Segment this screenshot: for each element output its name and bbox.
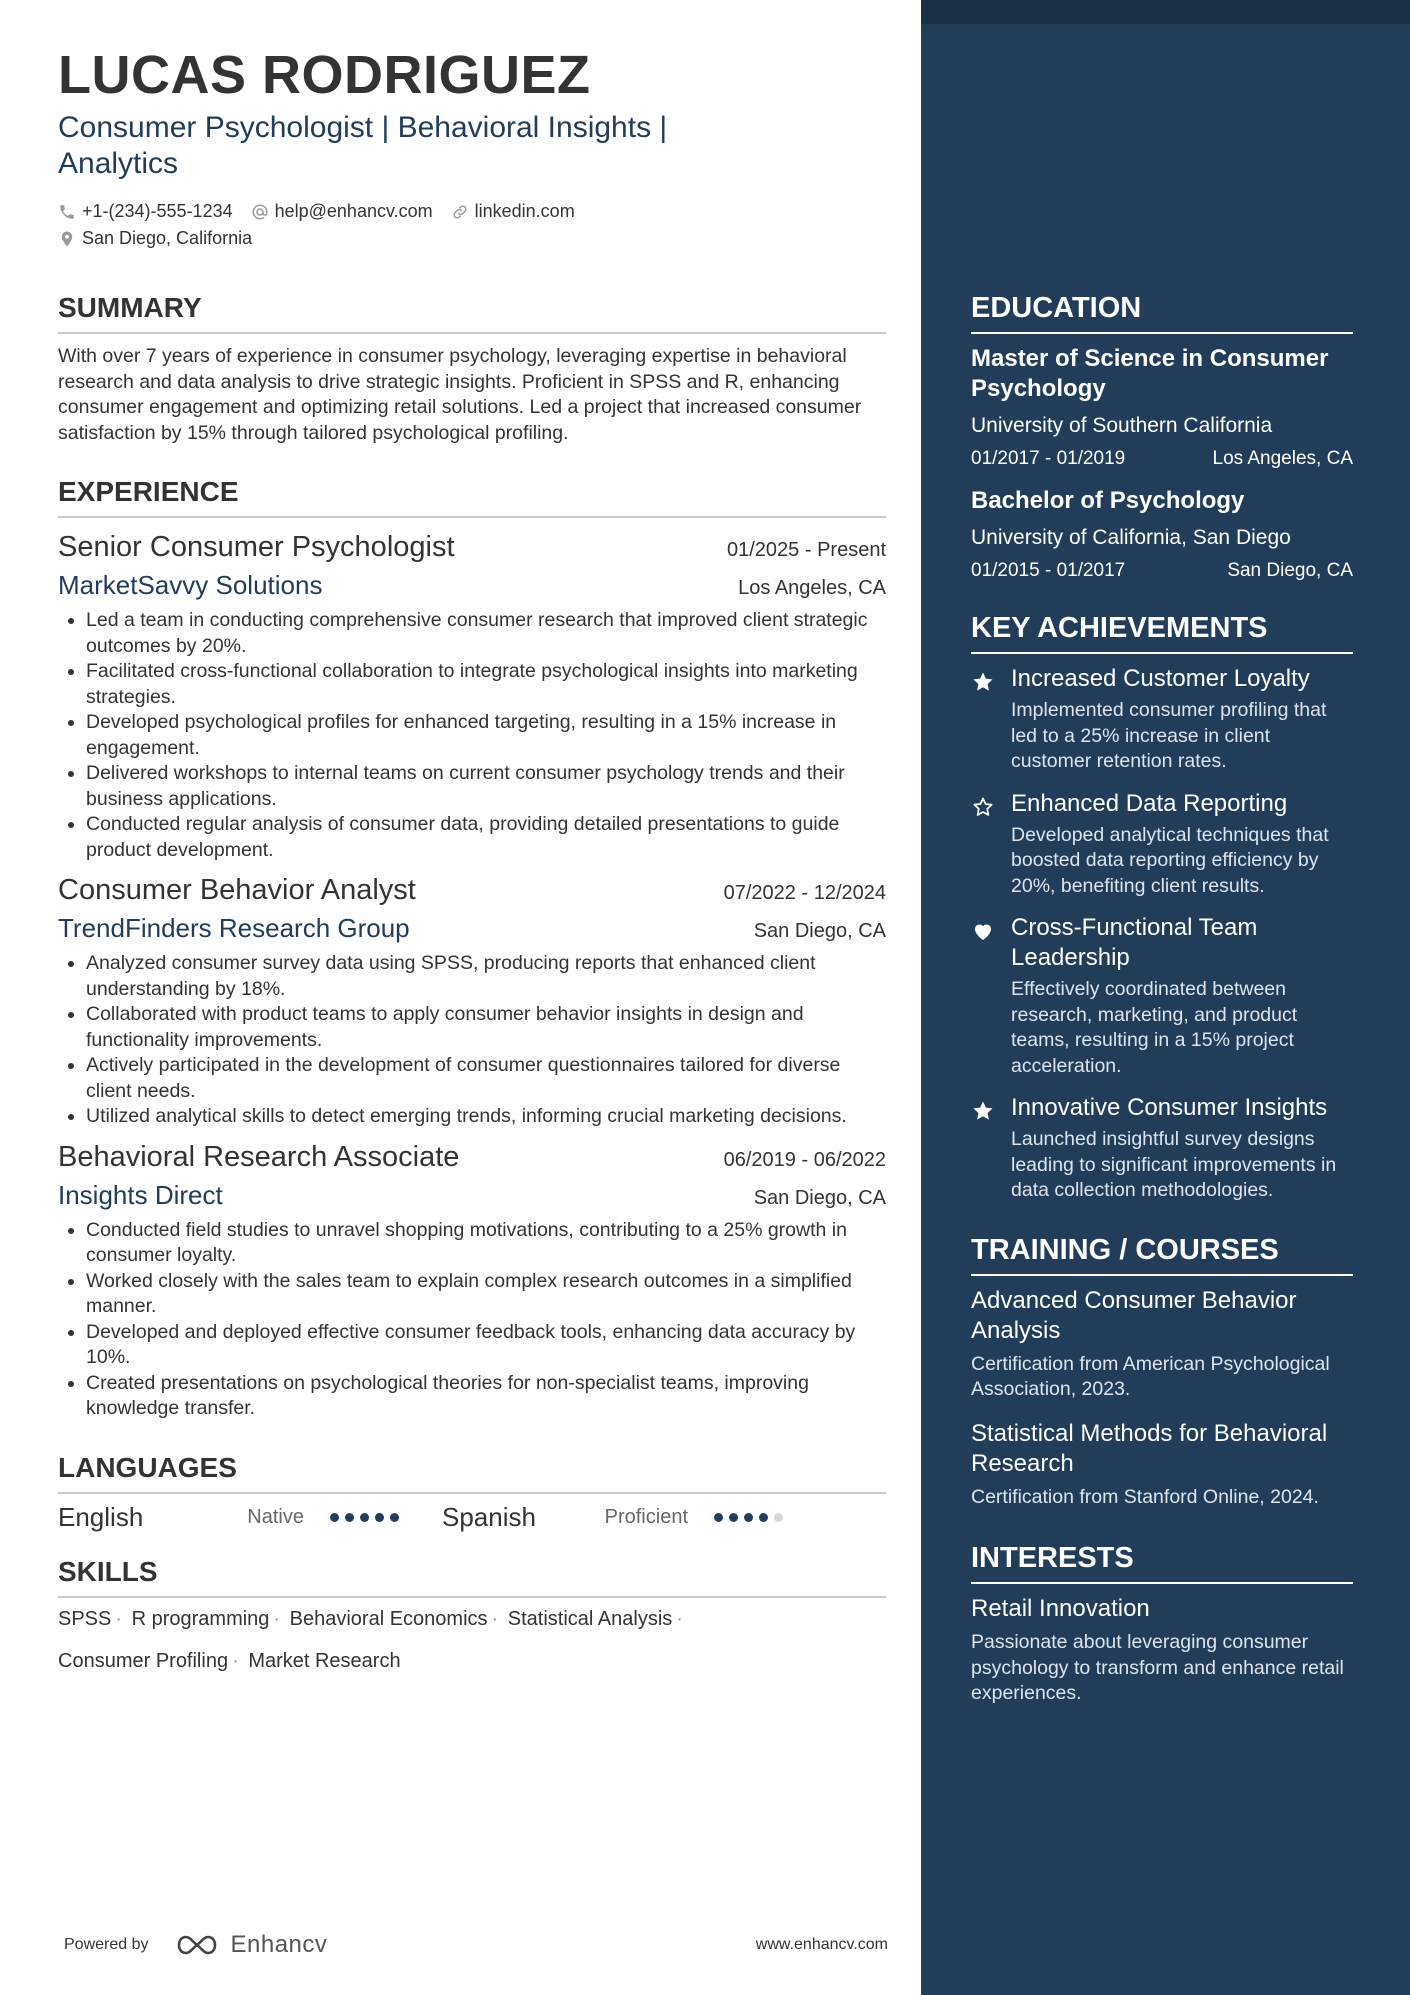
education-entry: [971, 486, 1353, 582]
star-outline-icon: [971, 795, 995, 819]
interest-desc: Passionate about leveraging consumer psychology to transform and enhance retail experiences.: [971, 1631, 1344, 1704]
achievement-title: Increased Customer Loyalty: [1011, 665, 1310, 692]
rating-dot-filled: [390, 1513, 399, 1522]
contact-email[interactable]: [251, 201, 433, 222]
list-item: • Actively participated in the development of consumer questionnaires tailored for diverse client needs.: [86, 1053, 886, 1104]
job-role: Consumer Behavior Analyst: [58, 874, 416, 906]
job-entry: [58, 1138, 886, 1422]
achievement-title: Cross-Functional Team Leadership: [1011, 914, 1258, 971]
sidebar-top-band: [921, 0, 1410, 24]
language-rating: [330, 1513, 408, 1522]
summary-section: [58, 290, 886, 446]
achievement-desc: Implemented consumer profiling that led to a 25% increase in client customer retention rates.: [1011, 699, 1327, 772]
job-company: MarketSavvy Solutions: [58, 570, 323, 600]
education-heading: EDUCATION: [971, 292, 1142, 324]
edu-degree: Master of Science in Consumer Psychology: [971, 345, 1329, 402]
location-text: San Diego, California: [82, 228, 253, 248]
list-item: • Worked closely with the sales team to explain complex research outcomes in a simplified manner.: [86, 1269, 886, 1320]
rating-dot-filled: [759, 1513, 768, 1522]
footer-url[interactable]: www.enhancv.com: [755, 1936, 888, 1953]
edu-degree: Bachelor of Psychology: [971, 487, 1245, 514]
section-divider: [971, 1274, 1353, 1276]
language-name: Spanish: [442, 1502, 536, 1532]
skills-section: [58, 1554, 886, 1682]
star-filled-icon: [971, 1099, 995, 1123]
course-title: Statistical Methods for Behavioral Research: [971, 1419, 1328, 1477]
experience-section: [58, 474, 886, 1422]
list-item: • Developed psychological profiles for enhanced targeting, resulting in a 15% increase in engagement.: [86, 710, 886, 761]
job-dates: 06/2019 - 06/2022: [723, 1148, 886, 1171]
achievements-section: [971, 610, 1353, 1204]
summary-text: With over 7 years of experience in consumer psychology, leveraging expertise in behavioral research and data analysis to drive strategic insights. Proficient in SPSS and R, enhancing consumer engagement and optimizing retail solutions. Led a project that increased consumer satisfaction by 15% through tailored psychological profiling.: [58, 345, 862, 444]
edu-location: San Diego, CA: [1227, 560, 1353, 581]
list-item: • Led a team in conducting comprehensive consumer research that improved client strategic outcomes by 20%.: [86, 608, 886, 659]
achievement-desc: Effectively coordinated between research, marketing, and product teams, resulting in a 15% project acceleration.: [1011, 978, 1298, 1077]
edu-dates: 01/2015 - 01/2017: [971, 560, 1126, 581]
contact-info: [58, 198, 886, 252]
list-item: • Created presentations on psychological theories for non-specialist teams, improving knowledge transfer.: [86, 1371, 886, 1422]
heart-icon: [971, 919, 995, 943]
main-column: [58, 40, 886, 1682]
language-level: Proficient: [604, 1506, 688, 1528]
phone-text: +1-(234)-555-1234: [82, 201, 233, 221]
section-divider: [971, 1582, 1353, 1584]
rating-dot-empty: [774, 1513, 783, 1522]
skills-heading: SKILLS: [58, 1555, 158, 1587]
section-divider: [58, 1492, 886, 1494]
rating-dot-filled: [360, 1513, 369, 1522]
list-item: • Developed and deployed effective consumer feedback tools, enhancing data accuracy by 10%.: [86, 1320, 886, 1371]
job-bullets: [58, 951, 886, 1130]
skill-tag: SPSS: [58, 1607, 112, 1630]
candidate-name: LUCAS RODRIGUEZ: [58, 45, 591, 105]
interests-section: [971, 1540, 1353, 1707]
edu-school: University of California, San Diego: [971, 526, 1291, 549]
skill-tag: Market Research: [248, 1649, 401, 1672]
section-divider: [971, 332, 1353, 334]
course-desc: Certification from Stanford Online, 2024.: [971, 1485, 1319, 1508]
language-name: English: [58, 1502, 144, 1532]
job-location: San Diego, CA: [753, 920, 886, 942]
skills-list: SPSS · R programming · Behavioral Economics · Statistical Analysis · Consumer Profiling · Market Research: [58, 1607, 683, 1672]
job-entry: [58, 528, 886, 863]
list-item: • Utilized analytical skills to detect emerging trends, informing crucial marketing decisions.: [86, 1104, 886, 1130]
training-section: [971, 1232, 1353, 1511]
summary-heading: SUMMARY: [58, 292, 202, 323]
experience-heading: EXPERIENCE: [58, 476, 239, 507]
brand-name: Enhancv: [230, 1931, 328, 1958]
education-entry: [971, 344, 1353, 470]
achievement-item: [971, 1093, 1353, 1204]
language-rating: [714, 1513, 792, 1522]
linkedin-text: linkedin.com: [474, 201, 575, 221]
achievement-title: Enhanced Data Reporting: [1011, 789, 1288, 817]
achievements-heading: KEY ACHIEVEMENTS: [971, 612, 1268, 644]
rating-dot-filled: [744, 1513, 753, 1522]
job-location: San Diego, CA: [753, 1186, 886, 1209]
language-level: Native: [247, 1506, 304, 1528]
job-bullets: [58, 608, 886, 863]
course-item: [971, 1419, 1353, 1511]
job-dates: 01/2025 - Present: [727, 539, 886, 561]
course-item: [971, 1286, 1353, 1403]
skill-tag: Statistical Analysis: [507, 1607, 673, 1630]
achievement-title: Innovative Consumer Insights: [1011, 1094, 1328, 1121]
interest-item: [971, 1594, 1353, 1707]
skill-tag: Consumer Profiling: [58, 1649, 229, 1672]
sidebar: [921, 0, 1410, 1995]
contact-linkedin[interactable]: [451, 201, 575, 222]
rating-dot-filled: [345, 1513, 354, 1522]
section-divider: [971, 652, 1353, 654]
job-company: TrendFinders Research Group: [58, 913, 410, 943]
job-entry: [58, 871, 886, 1130]
course-desc: Certification from American Psychological Association, 2023.: [971, 1352, 1330, 1400]
job-role: Behavioral Research Associate: [58, 1140, 460, 1173]
list-item: • Delivered workshops to internal teams on current consumer psychology trends and their business applications.: [86, 761, 886, 812]
achievement-item: [971, 789, 1353, 900]
achievement-desc: Developed analytical techniques that boosted data reporting efficiency by 20%, benefiting client results.: [1011, 823, 1329, 897]
job-role: Senior Consumer Psychologist: [58, 531, 455, 563]
rating-dot-filled: [729, 1513, 738, 1522]
course-title: Advanced Consumer Behavior Analysis: [971, 1286, 1297, 1344]
job-bullets: [58, 1218, 886, 1422]
rating-dot-filled: [375, 1513, 384, 1522]
link-icon: [451, 203, 469, 221]
list-item: • Conducted regular analysis of consumer data, providing detailed presentations to guide product development.: [86, 812, 886, 863]
rating-dot-filled: [714, 1513, 723, 1522]
candidate-title: Consumer Psychologist | Behavioral Insights | Analytics: [58, 111, 668, 180]
list-item: • Conducted field studies to unravel shopping motivations, contributing to a 25% growth in consumer loyalty.: [86, 1218, 886, 1269]
achievement-item: [971, 664, 1353, 775]
list-item: • Collaborated with product teams to apply consumer behavior insights in design and functionality improvements.: [86, 1002, 886, 1053]
star-filled-icon: [971, 670, 995, 694]
phone-icon: [58, 203, 76, 221]
skill-tag: R programming: [131, 1607, 270, 1630]
skill-tag: Behavioral Economics: [289, 1607, 488, 1630]
languages-section: [58, 1450, 886, 1540]
section-divider: [58, 332, 886, 334]
section-divider: [58, 516, 886, 518]
languages-heading: LANGUAGES: [58, 1451, 237, 1483]
rating-dot-filled: [330, 1513, 339, 1522]
footer: [64, 1925, 888, 1965]
job-dates: 07/2022 - 12/2024: [723, 882, 886, 904]
contact-phone[interactable]: [58, 201, 233, 222]
contact-location: [58, 228, 252, 249]
training-heading: TRAINING / COURSES: [971, 1233, 1279, 1266]
interests-heading: INTERESTS: [971, 1542, 1134, 1574]
powered-by-label: Powered by: [64, 1936, 149, 1953]
at-icon: [251, 203, 269, 221]
edu-location: Los Angeles, CA: [1212, 448, 1353, 469]
email-text: help@enhancv.com: [274, 201, 433, 221]
edu-school: University of Southern California: [971, 414, 1273, 437]
achievement-desc: Launched insightful survey designs leading to significant improvements in data collection methodologies.: [1011, 1128, 1337, 1201]
list-item: • Facilitated cross-functional collaboration to integrate psychological insights into marketing strategies.: [86, 659, 886, 710]
job-company: Insights Direct: [58, 1179, 223, 1210]
enhancv-logo-icon: [175, 1934, 221, 1956]
education-section: [971, 290, 1353, 582]
edu-dates: 01/2017 - 01/2019: [971, 448, 1126, 469]
job-location: Los Angeles, CA: [738, 577, 886, 599]
location-pin-icon: [58, 230, 76, 248]
interest-title: Retail Innovation: [971, 1595, 1150, 1622]
list-item: • Analyzed consumer survey data using SPSS, producing reports that enhanced client understanding by 18%.: [86, 951, 886, 1002]
achievement-item: [971, 913, 1353, 1079]
